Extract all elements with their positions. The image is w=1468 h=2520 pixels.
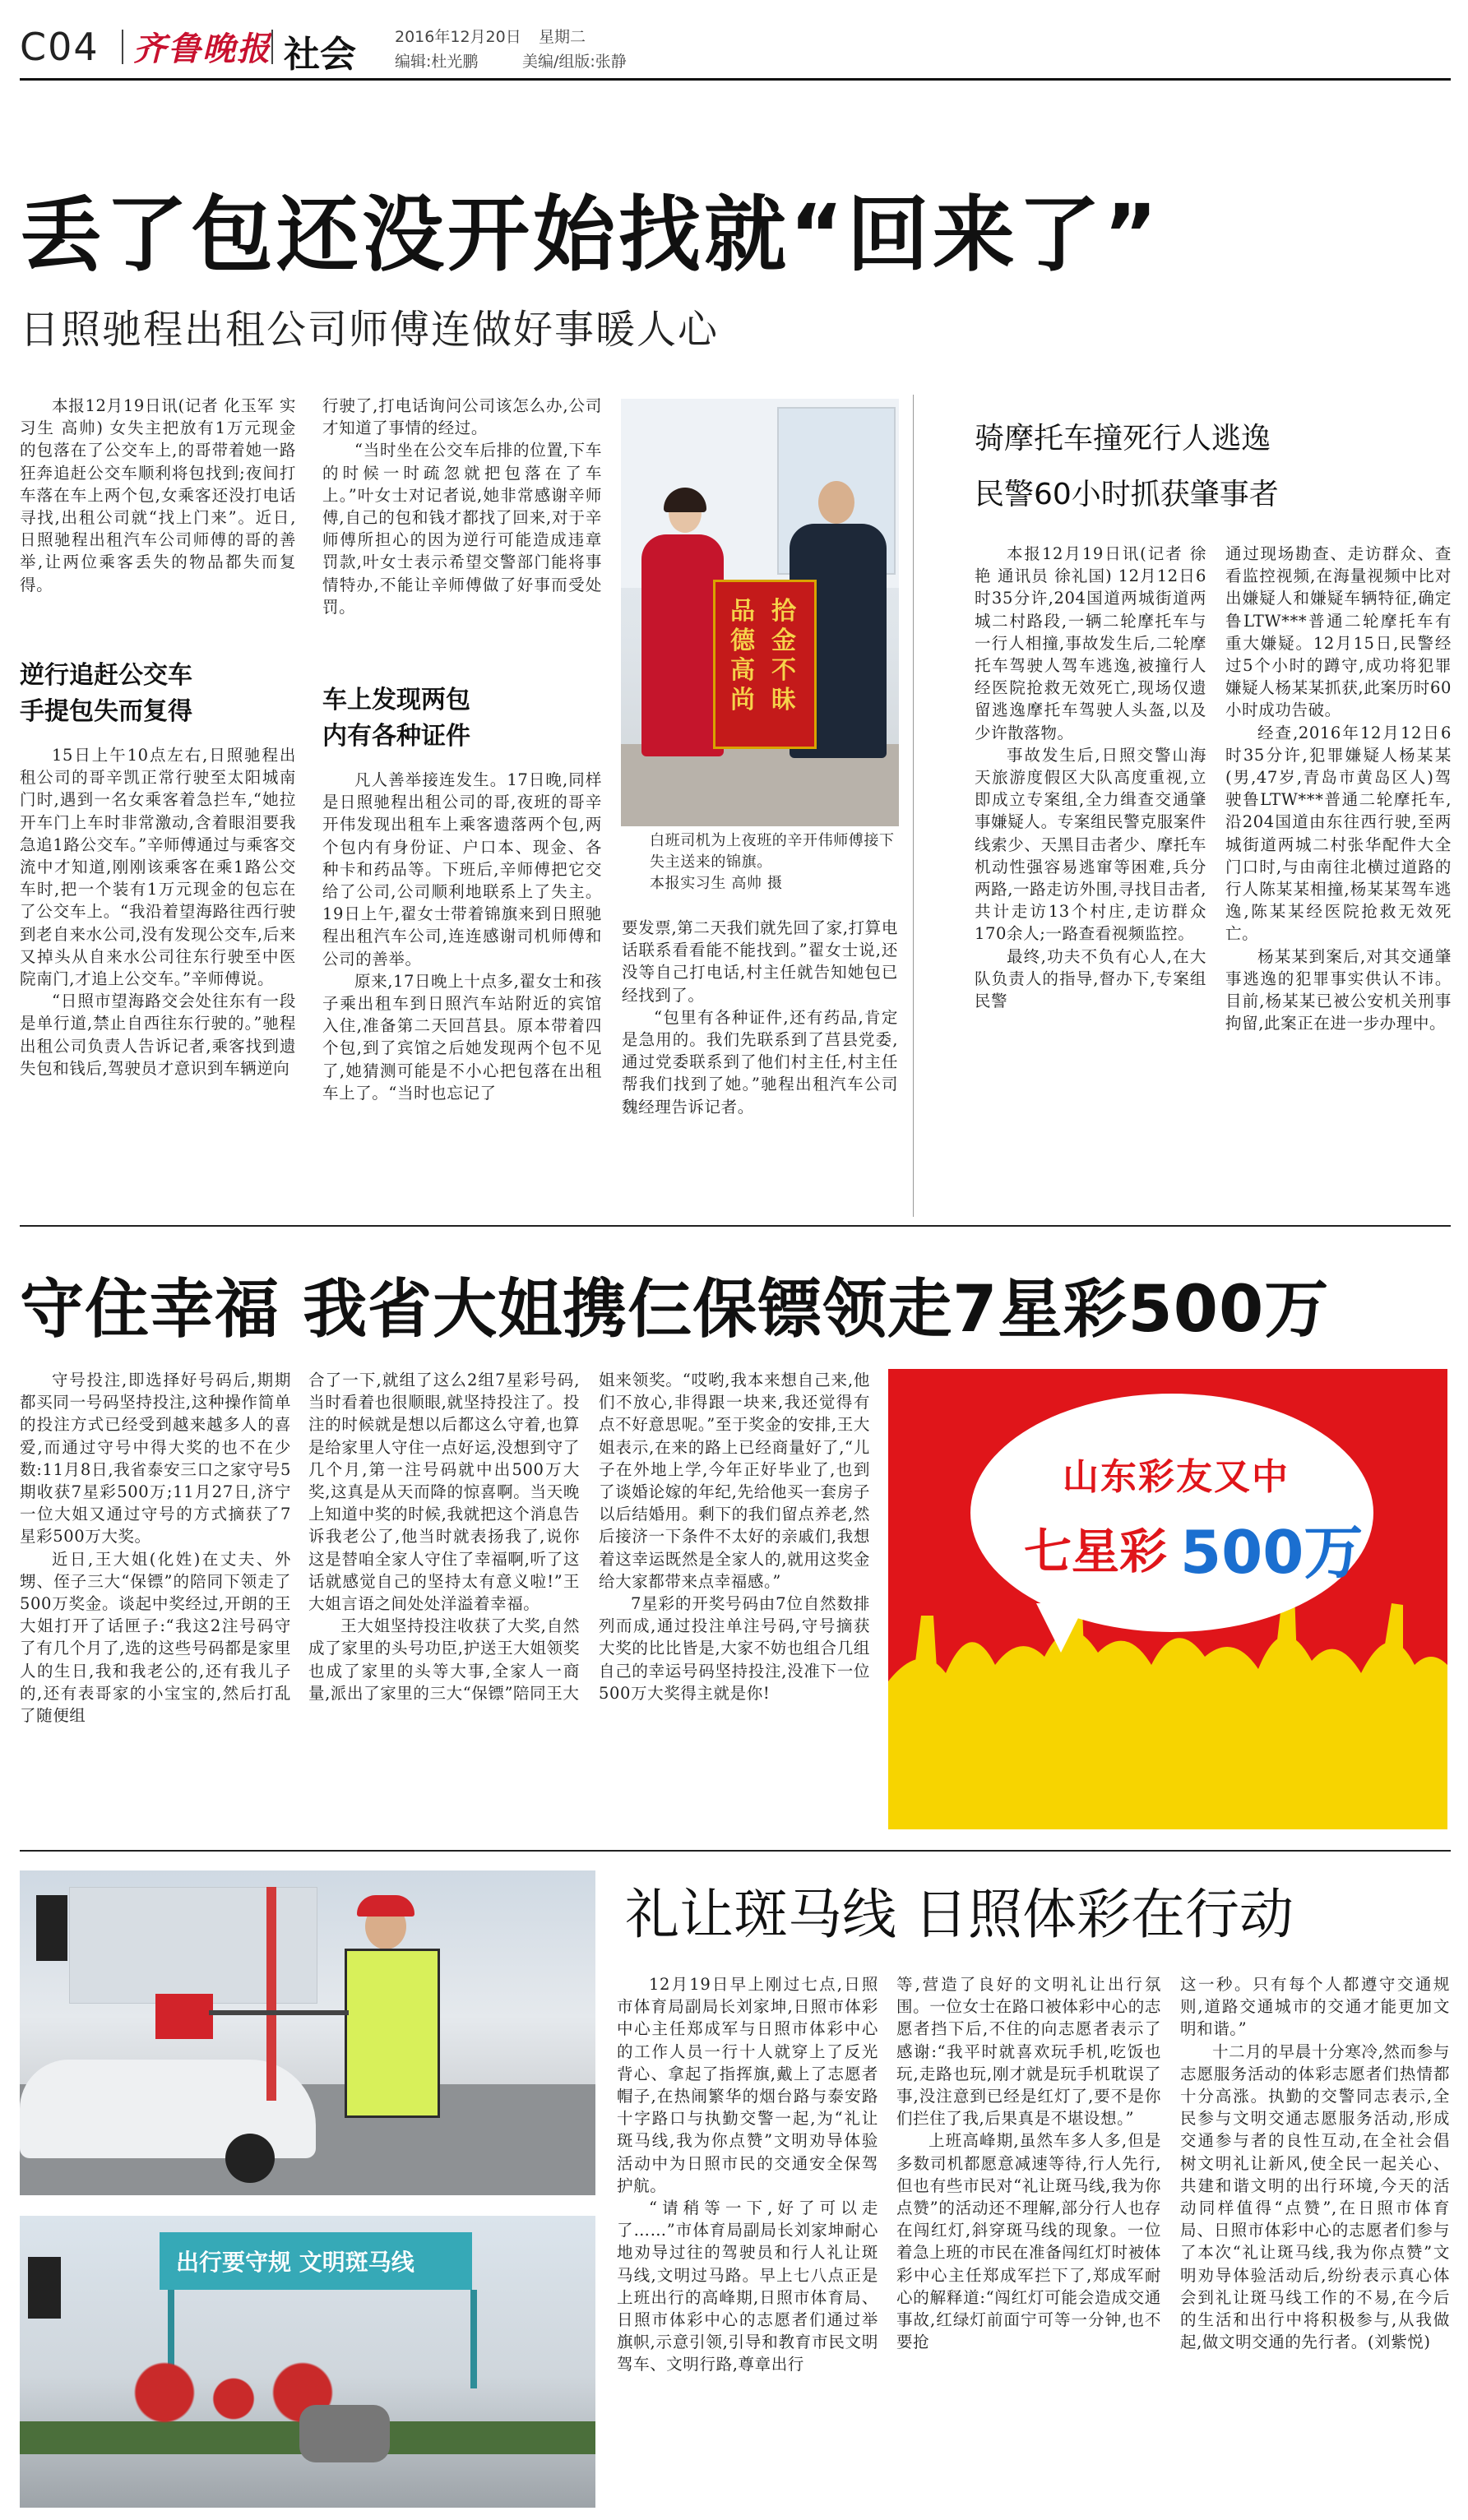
photo-building: [69, 1887, 317, 2004]
paragraph: 近日,王大姐(化姓)在丈夫、外甥、侄子三大“保镖”的陪同下领走了500万奖金。谈起中奖经过,开朗的王大姐打开了话匣子:“我这2注号码守了有几个月了,选的这些号码都是家里人的生日,我和我老公的,还有我儿子的,还有表哥家的小宝宝的,然后打乱了随便组: [20, 1549, 291, 1726]
photo-pole: [266, 1887, 276, 2101]
banner-text-left: 品德高尚: [730, 597, 755, 714]
issue-date: 2016年12月20日: [395, 28, 521, 46]
paragraph: 十二月的早晨十分寒冷,然而参与志愿服务活动的体彩志愿者们热情都十分高涨。执勤的交警同志表示,全民参与文明交通志愿服务活动,形成交通参与者的良性互动,在全社会倡树文明礼让新风,使全民一起关心、共建和谐文明的出行环境,今天的活动同样值得“点赞”,在日照市体育局、日照市体彩中心的志愿者们参与了本次“礼让斑马线,我为你点赞”文明劝导体验活动后,纷纷表示真心体会到礼让斑马线工作的不易,在今后的生活和出行中将积极参与,从我做起,做文明交通的先行者。(刘紫悦): [1180, 2041, 1450, 2352]
article2-col1: [975, 543, 1206, 1012]
article2-col2: [1225, 543, 1452, 1034]
photo-man-head: [818, 481, 854, 524]
paragraph: 本报12月19日讯(记者 化玉军 实习生 高帅) 女失主把放有1万元现金的包落在了公交车上,的哥带着她一路狂奔追赶公交车顺利将包找到;夜间打车落在车上两个包,女乘客还没打电话寻找,出租公司就“找上门来”。近日,日照驰程出租汽车公司师傅的哥的善举,让两位乘客丢失的物品都失而复得。: [20, 396, 296, 594]
paragraph: 行驶了,打电话询问公司该怎么办,公司才知道了事情的经过。: [322, 396, 602, 438]
paragraph: 通过现场勘查、走访群众、查看监控视频,在海量视频中比对出嫌疑人和嫌疑车辆特征,确定鲁LTW***普通二轮摩托车有重大嫌疑。12月15日,民警经过5个小时的蹲守,成功将犯罪嫌疑人杨某某抓获,此案历时60小时成功告破。: [1225, 544, 1452, 720]
article4-headline: 礼让斑马线 日照体彩在行动: [625, 1883, 1294, 1946]
article4-col1: [617, 1973, 878, 2376]
paragraph: 王大姐坚持投注收获了大奖,自然成了家里的头号功臣,护送王大姐领奖也成了家里的头等大事,全家人一商量,派出了家里的三大“保镖”陪同王大: [308, 1616, 580, 1703]
photo-shelter-banner: 出行要守规 文明斑马线: [176, 2249, 414, 2276]
article4-photo2: [20, 2216, 595, 2508]
article1-photo: [621, 399, 899, 826]
speech-bubble-tail: [1036, 1603, 1086, 1653]
article3-col2: [308, 1369, 580, 1704]
paragraph: 本报12月19日讯(记者 徐艳 通讯员 徐礼国) 12月12日6时35分许,204国道两城街道两城二村路段,一辆二轮摩托车与一行人相撞,事故发生后,二轮摩托车驾驶人驾车逃逸,被撞行人经医院抢救无效死亡,现场仅遗留逃逸摩托车驾驶人头盔,以及少许散落物。: [975, 544, 1206, 742]
article4-col2: [896, 1973, 1161, 2353]
banner-text-right: 拾金不昧: [771, 597, 796, 714]
issue-weekday: 星期二: [539, 28, 586, 46]
paragraph: 等,营造了良好的文明礼让出行氛围。一位女士在路口被体彩中心的志愿者挡下后,不住的向志愿者表示了感谢:“我平时就喜欢玩手机,吃饭也玩,走路也玩,刚才就是玩手机耽误了事,没注意到已经是红灯了,要不是你们拦住了我,后果真是不堪设想。”: [896, 1975, 1161, 2129]
paragraph: “当时坐在公交车后排的位置,下车的时候一时疏忽就把包落在了车上。”叶女士对记者说,她非常感谢辛师傅,自己的包和钱才都找了回来,对于辛师傅所担心的因为逆行可能造成违章罚款,叶女士表示希望交警部门能将事情特办,不能让辛师傅做了好事而受处罚。: [322, 441, 602, 617]
article1-subhead: 日照驰程出租公司师傅连做好事暖人心: [20, 307, 720, 353]
photo-car-wheel: [225, 2134, 275, 2183]
photo-scooter: [299, 2405, 390, 2462]
paragraph: 凡人善举接连发生。17日晚,同样是日照驰程出租公司的哥,夜班的哥辛开伟发现出租车上乘客遗落两个包,两个包内有身份证、户口本、现金、各种卡和药品等。下班后,辛师傅把它交给了公司,公司顺利地联系上了失主。19日上午,翟女士带着锦旗来到日照驰程出租汽车公司,连连感谢司机师傅和公司的善举。: [322, 770, 602, 969]
paragraph: 15日上午10点左右,日照驰程出租公司的哥辛凯正常行驶至太阳城南门时,遇到一名女乘客着急拦车,“她拉开车门上车时非常激动,含着眼泪要我急追1路公交车。”辛师傅通过与乘客交流中才知道,刚刚该乘客在乘1路公交车时,把一个装有1万元现金的包忘在了公交车上。“我沿着望海路往西行驶到老自来水公司,没有发现公交车,后来又掉头从自来水公司往东行驶至中医院南门,才追上公交车。”辛师傅说。: [20, 746, 296, 989]
photo-traffic-light: [36, 1895, 67, 1961]
paragraph: 这一秒。只有每个人都遵守交通规则,道路交通城市的交通才能更加文明和谐。”: [1180, 1975, 1450, 2039]
header-rule: [20, 78, 1451, 81]
promo-line2b: 500万: [1180, 1518, 1364, 1587]
lottery-promo: [888, 1369, 1447, 1829]
article1-col2: [322, 395, 602, 618]
editor-credit: 编辑:杜光鹏: [395, 53, 479, 71]
paragraph: 7星彩的开奖号码由7位自然数排列而成,通过投注单注号码,守号摘获大奖的比比皆是,大家不妨也组合几组自己的幸运号码坚持投注,没准下一位500万大奖得主就是你!: [599, 1594, 870, 1703]
photo-volunteer-vest: [345, 1949, 440, 2118]
article1-subtitle1: 逆行追赶公交车 手提包失而复得: [20, 661, 192, 726]
article1-photo-caption: 白班司机为上夜班的辛开伟师傅接下失主送来的锦旗。 本报实习生 高帅 摄: [650, 832, 895, 892]
article3-col1: [20, 1369, 291, 1727]
paragraph: 上班高峰期,虽然车多人多,但是多数司机都愿意减速等待,行人先行,但也有些市民对“礼让斑马线,我为你点赞”的活动还不理解,部分行人也存在闯红灯,斜穿斑马线的现象。一位着急上班的市民在准备闯红灯时被体彩中心主任郑成军拦下了,郑成军耐心的解释道:“闯红灯可能会造成交通事故,红绿灯前面宁可等一分钟,也不要抢: [896, 2131, 1161, 2352]
paragraph: 姐来领奖。“哎哟,我本来想自己来,他们不放心,非得跟一块来,我还觉得有点不好意思呢。”至于奖金的安排,王大姐表示,在来的路上已经商量好了,“儿子在外地上学,今年正好毕业了,也到了谈婚论嫁的年纪,先给他买一套房子以后结婚用。剩下的我们留点养老,然后接济一下条件不太好的亲戚们,我想着这幸运既然是全家人的,就用这奖金给大家都带来点幸福感。”: [599, 1371, 870, 1591]
paragraph: 经查,2016年12月12日6时35分许,犯罪嫌疑人杨某某(男,47岁,青岛市黄岛区人)驾驶鲁LTW***普通二轮摩托车,沿204国道由东往西行驶,至两城街道两城二村张华配件大全门口时,与由南往北横过道路的行人陈某某相撞,杨某某驾车逃逸,陈某某经医院抢救无效死亡。: [1225, 723, 1452, 944]
paper-logo: 齐鲁晚报: [133, 30, 271, 68]
article3-headline: 守住幸福 我省大姐携仨保镖领走7星彩500万: [20, 1273, 1330, 1347]
paragraph: “日照市望海路交会处往东有一段是单行道,禁止自西往东行驶的。”驰程出租公司负责人告诉记者,乘客找到遗失包和钱后,驾驶员才意识到车辆逆向: [20, 992, 296, 1078]
article4-photo1: [20, 1870, 595, 2195]
section-rule: [20, 1850, 1451, 1852]
photo-traffic-light: [28, 2257, 61, 2319]
paragraph: 事故发生后,日照交警山海天旅游度假区大队高度重视,立即成立专案组,全力缉查交通肇事嫌疑人。专案组民警克服案件线索少、天黑目击者少、摩托车机动性强容易逃窜等困难,兵分两路,一路走访外围,寻找目击者,共计走访13个村庄,走访群众170余人;一路查看视频监控。: [975, 745, 1206, 944]
article1-col3: [622, 917, 898, 1118]
photo-woman-coat: [641, 534, 724, 756]
column-divider: [913, 395, 914, 1217]
article4-col3: [1180, 1973, 1450, 2353]
designer-credit: 美编/组版:张静: [522, 53, 627, 71]
photo-volunteer-cap: [357, 1895, 414, 1917]
paragraph: 原来,17日晚上十点多,翟女士和孩子乘出租车到日照汽车站附近的宾馆入住,准备第二天回莒县。原本带着四个包,到了宾馆之后她发现两个包不见了,她猜测可能是不小心把包落在出租车上了。“当时也忘记了: [322, 971, 602, 1103]
header-divider: [271, 30, 273, 64]
page-number: C04: [20, 25, 100, 69]
article1-subtitle2: 车上发现两包 内有各种证件: [322, 686, 470, 751]
paragraph: 最终,功夫不负有心人,在大队负责人的指导,督办下,专案组民警: [975, 946, 1206, 1011]
paragraph: “包里有各种证件,还有药品,肯定是急用的。我们先联系到了莒县党委,通过党委联系到了他们村主任,村主任帮我们找到了她。”驰程出租汽车公司魏经理告诉记者。: [622, 1007, 898, 1117]
section-rule: [20, 1225, 1451, 1227]
promo-line2a: 七星彩: [1024, 1524, 1168, 1579]
article3-col3: [599, 1369, 870, 1704]
article1-col1: [20, 395, 296, 596]
paragraph: “请稍等一下,好了可以走了……”市体育局副局长刘家坤耐心地劝导过往的驾驶员和行人礼让斑马线,文明过马路。早上七八点正是上班出行的高峰期,日照市体育局、日照市体彩中心的志愿者们通过举旗帜,示意引领,引导和教育市民文明驾车、文明行路,尊章出行: [617, 2199, 878, 2374]
article2-headline: 骑摩托车撞死行人逃逸 民警60小时抓获肇事者: [975, 422, 1279, 511]
photo-flag-stick: [209, 2010, 349, 2015]
header-divider: [122, 30, 123, 64]
paragraph: 要发票,第二天我们就先回了家,打算电话联系看看能不能找到。”翟女士说,还没等自己打电话,村主任就告知她包已经找到了。: [622, 918, 898, 1005]
paragraph: 杨某某到案后,对其交通肇事逃逸的犯罪事实供认不讳。目前,杨某某已被公安机关刑事拘留,此案正在进一步办理中。: [1225, 946, 1452, 1033]
section-name: 社会: [284, 34, 356, 76]
article1-headline: 丢了包还没开始找就“回来了”: [20, 187, 1161, 283]
paragraph: 12月19日早上刚过七点,日照市体育局副局长刘家坤,日照市体彩中心主任郑成军与日照市体彩中心的工作人员一行十人就穿上了反光背心、拿起了指挥旗,戴上了志愿者帽子,在热闹繁华的烟台路与泰安路十字路口与执勤交警一起,为“礼让斑马线,我为你点赞”文明劝导体验活动中为日照市民的交通安全保驾护航。: [617, 1975, 878, 2195]
article1-col2b: [322, 769, 602, 1104]
promo-line1: 山东彩友又中: [1063, 1456, 1290, 1498]
photo-banner: [713, 580, 817, 749]
photo-red-flag: [155, 1994, 213, 2039]
paragraph: 合了一下,就组了这么2组7星彩号码,当时看着也很顺眼,就坚持投注了。投注的时候就是想以后都这么守着,也算是给家里人守住一点好运,没想到守了几个月,第一注号码就中出500万大奖,这真是从天而降的惊喜啊。当天晚上知道中奖的时候,我就把这个消息告诉我老公了,他当时就表扬我了,说你这是替咱全家人守住了幸福啊,听了这话就感觉自己的坚持太有意义啦!”王大姐言语之间处处洋溢着幸福。: [308, 1371, 580, 1614]
article1-col1b: [20, 744, 296, 1080]
paragraph: 守号投注,即选择好号码后,期期都买同一号码坚持投注,这种操作简单的投注方式已经受到越来越多人的喜爱,而通过守号中得大奖的也不在少数:11月8日,我省泰安三口之家守号5期收获7星彩500万;11月27日,济宁一位大姐又通过守号的方式摘获了7星彩500万大奖。: [20, 1371, 291, 1547]
